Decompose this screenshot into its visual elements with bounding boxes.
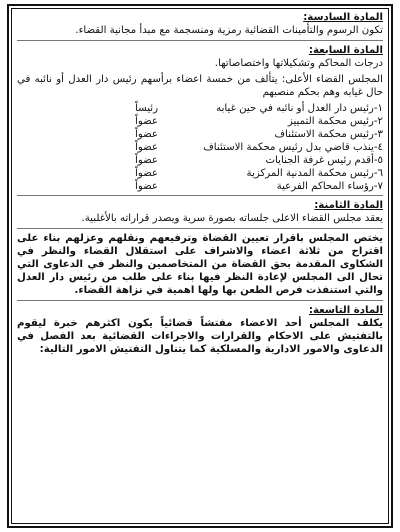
member-name: ٥-أقدم رئيس غرفة الجنايات xyxy=(265,155,383,166)
article8-para1: يعقد مجلس القضاء الاعلى جلساته بصورة سرية ويصدر قراراته بالأغلبية. xyxy=(81,213,383,224)
list-item xyxy=(17,102,383,115)
document-body xyxy=(17,11,383,523)
member-role: عضواً xyxy=(135,168,159,179)
article9-body: يكلف المجلس أحد الاعضاء مفتشاً قضائياً يكون اكثرهم خبرة ليقوم بالتفتيش على الاحكام والقرارات والاجراءات القضائية بعد الفصل في الدعاوى والامور الادارية والمسلكية كما يتناول التفتيش الامور التالية: xyxy=(17,318,383,355)
article9-title: المادة التاسعة: xyxy=(308,305,383,316)
list-item xyxy=(17,115,383,128)
member-name: ٦-رئيس محكمة المدنية المركزية xyxy=(246,168,383,179)
article8-para2: يختص المجلس باقرار تعيين القضاة وترفيعهم ونقلهم وعزلهم بناء على اقتراح من ثلاثة اعضاء والاشراف على استقلال القضاء والنظر في الشكاوى المقدمة بحق القضاة من المتخاصمين والنظر في الدعاوى التي تحال الى المجلس لإعادة النظر فيها بناء على طلب من رئيس دار العدل والتي استنفذت فرص الطعن بها ولها اهمية في نزاهة القضاء. xyxy=(17,233,383,296)
separator xyxy=(17,195,383,196)
list-item xyxy=(17,154,383,167)
member-role: عضواً xyxy=(135,116,159,127)
council-members-list xyxy=(17,102,383,193)
article7-intro: درجات المحاكم وتشكيلاتها واختصاصاتها. xyxy=(214,58,383,69)
member-name: ٧-رؤساء المحاكم الفرعية xyxy=(276,181,383,192)
member-role: رئيساً xyxy=(135,103,159,114)
article7-title: المادة السابعة: xyxy=(308,45,383,56)
separator xyxy=(17,300,383,301)
list-item xyxy=(17,141,383,154)
separator xyxy=(17,40,383,41)
article6-body: تكون الرسوم والتأمينات القضائية رمزية ومنسجمة مع مبدأ مجانية القضاء. xyxy=(75,25,383,36)
list-item xyxy=(17,167,383,180)
member-name: ٤-ينذب قاضي بدل رئيس محكمة الاستئناف xyxy=(203,142,383,153)
member-role: عضواً xyxy=(135,181,159,192)
article7-council-text: المجلس القضاء الأعلى: يتألف من خمسة اعضاء برأسهم رئيس دار العدل أو نائبه في حال غيابه وهم بحكم منصبهم xyxy=(17,74,383,98)
member-role: عضواً xyxy=(135,142,159,153)
article6-title: المادة السادسة: xyxy=(303,12,383,23)
member-name: ١-رئيس دار العدل أو نائبه في حين غيابه xyxy=(216,103,383,114)
member-name: ٢-رئيس محكمة التمييز xyxy=(287,116,383,127)
member-name: ٣-رئيس محكمة الاستئناف xyxy=(274,129,383,140)
member-role: عضواً xyxy=(135,129,159,140)
separator xyxy=(17,228,383,229)
list-item xyxy=(17,180,383,193)
member-role: عضواً xyxy=(135,155,159,166)
article8-title: المادة الثامنة: xyxy=(314,200,383,211)
list-item xyxy=(17,128,383,141)
